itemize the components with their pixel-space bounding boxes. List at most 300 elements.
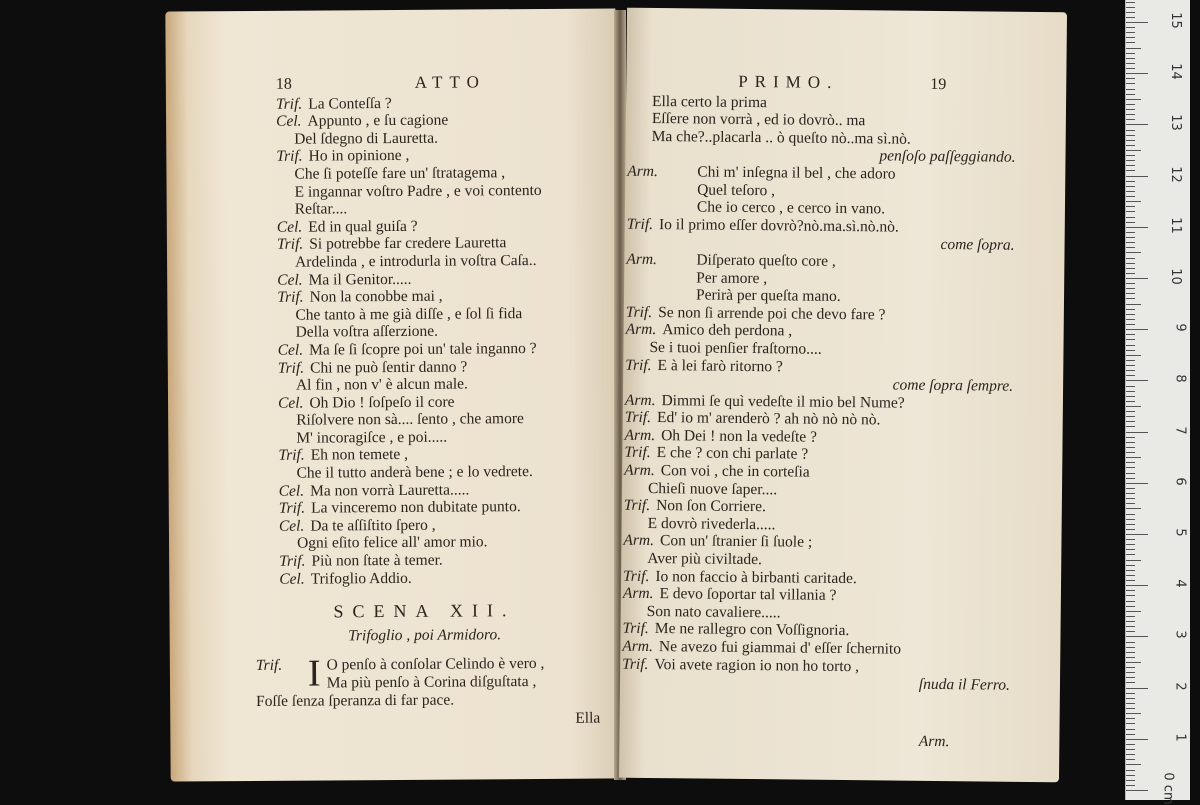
left-page-number: 18 (275, 75, 292, 93)
ruler-tick (1126, 723, 1135, 724)
ruler-tick (1126, 191, 1135, 192)
ruler-tick (1126, 391, 1135, 392)
ruler-tick (1126, 519, 1135, 520)
dialogue-text: E ingannar voſtro Padre , e voi contento (294, 181, 542, 201)
dialogue-text: Diſperato queſto core , (696, 251, 836, 270)
scene-speaker: Trif. (255, 657, 283, 675)
text-line (277, 269, 607, 289)
ruler-tick (1126, 529, 1135, 530)
ruler-tick (1126, 790, 1148, 791)
ruler-tick (1126, 749, 1135, 750)
stage-direction: come ſopra ſempre. (892, 376, 1014, 395)
speaker-label: Trif. (624, 444, 651, 462)
dialogue-text: Trifoglio Addio. (310, 569, 412, 588)
ruler-tick (1126, 708, 1135, 709)
speaker-label: Cel. (278, 482, 305, 500)
speaker-label: Trif. (276, 235, 304, 254)
dialogue-text: M' incoragiſce , e poi..... (296, 428, 448, 447)
speaker-label: Trif. (623, 567, 650, 585)
dialogue-text: Chieſi nuove ſaper.... (647, 479, 778, 498)
measurement-ruler (1125, 0, 1190, 805)
dialogue-text: Ho in opinione , (308, 147, 410, 165)
ruler-tick (1126, 324, 1135, 325)
ruler-tick (1126, 739, 1148, 740)
text-line (278, 357, 608, 377)
ruler-label: 9 (1172, 323, 1188, 332)
ruler-tick (1126, 329, 1148, 330)
ruler-tick (1126, 514, 1135, 515)
ruler-tick (1126, 560, 1141, 561)
speaker-label: Arm. (627, 162, 658, 181)
ruler-tick (1126, 181, 1135, 182)
dialogue-text: Ella certo la prima (651, 92, 768, 111)
ruler-tick (1126, 729, 1135, 730)
ruler-tick (1126, 534, 1148, 535)
ruler-tick (1126, 442, 1135, 443)
text-line (277, 251, 607, 271)
ruler-tick (1126, 339, 1135, 340)
open-book (168, 10, 1068, 780)
ruler-tick (1126, 657, 1135, 658)
ruler-tick (1126, 68, 1135, 69)
ruler-tick (1126, 247, 1135, 248)
dialogue-text: Ma che?..placarla .. ò queſto nò..ma sì.nò. (651, 127, 911, 148)
ruler-tick (1126, 145, 1135, 146)
scene-opening (255, 652, 610, 710)
ruler-tick (1126, 32, 1135, 33)
ruler-tick (1126, 421, 1135, 422)
ruler-tick (1126, 186, 1135, 187)
text-line (276, 146, 606, 166)
dialogue-text: Ne avezo fui giammai d' eſſer ſchernito (658, 638, 902, 658)
dialogue-text: Con voi , che in corteſia (660, 462, 810, 481)
ruler-tick (1126, 165, 1135, 166)
ruler-tick (1126, 698, 1135, 699)
text-line (278, 375, 608, 395)
ruler-tick (1126, 770, 1135, 771)
right-page-number: 19 (930, 75, 947, 94)
ruler-tick (1126, 365, 1135, 366)
ruler-tick (1126, 104, 1135, 105)
ruler-tick (1126, 662, 1141, 663)
text-line (278, 427, 608, 447)
dialogue-text: E dovrò rivederla..... (647, 514, 776, 534)
dialogue-text: Aver più civiltade. (647, 549, 763, 569)
ruler-tick (1126, 37, 1135, 38)
ruler-tick (1126, 585, 1148, 586)
drop-cap: I (307, 652, 321, 696)
text-line (278, 445, 608, 465)
ruler-tick (1126, 447, 1135, 448)
speaker-label: Cel. (277, 394, 304, 412)
scene-line: O penſo à conſolar Celindo è vero , (326, 655, 545, 674)
ruler-tick (1126, 176, 1148, 177)
dialogue-text: Reſtar.... (294, 200, 348, 218)
text-line (279, 551, 609, 571)
ruler-tick (1126, 201, 1141, 202)
ruler-tick (1126, 130, 1135, 131)
speaker-label: Cel. (277, 341, 304, 359)
ruler-label: 0 cm (1160, 772, 1176, 805)
dialogue-text: Voi avete ragion io non ho torto , (654, 655, 860, 675)
ruler-label: 2 (1172, 681, 1188, 691)
dialogue-text: Ed' io m' arenderò ? ah nò nò nò nò. (656, 409, 881, 429)
ruler-tick (1126, 252, 1141, 253)
speaker-label: Cel. (276, 218, 303, 236)
dialogue-text: Son nato cavaliere..... (646, 602, 781, 622)
dialogue-text: Se i tuoi penſier fraſtorno.... (649, 338, 822, 358)
ruler-label: 4 (1172, 579, 1188, 588)
dialogue-text: Dimmi ſe quì vedeſte il mio bel Nume? (661, 391, 905, 412)
text-line (278, 392, 608, 412)
dialogue-text: Oh Dei ! non la vedeſte ? (661, 426, 818, 446)
ruler-tick (1126, 636, 1148, 637)
dialogue-text: Più non ſtate à temer. (311, 551, 443, 570)
ruler-tick (1126, 677, 1135, 678)
ruler-tick (1126, 647, 1135, 648)
ruler-tick (1126, 288, 1135, 289)
ruler-tick (1126, 155, 1135, 156)
ruler-tick (1126, 580, 1135, 581)
ruler-tick (1126, 524, 1135, 525)
text-line (279, 533, 609, 553)
dialogue-text: Che ſi poteſſe fare un' ſtratagema , (294, 164, 506, 183)
ruler-tick (1126, 416, 1135, 417)
scene-line: Foſſe ſenza ſperanza di far pace. (256, 691, 455, 710)
ruler-tick (1126, 268, 1135, 269)
dialogue-text: Ma il Genitor..... (308, 270, 412, 289)
speaker-label: Trif. (277, 359, 305, 377)
scene-line: Ma più penſo à Corina diſguſtata , (326, 673, 537, 692)
speaker-label: Trif. (278, 447, 305, 465)
ruler-tick (1126, 411, 1135, 412)
speaker-label: Cel. (276, 112, 302, 130)
speaker-label: Trif. (626, 215, 654, 233)
ruler-tick (1126, 508, 1141, 509)
dialogue-text: Se non ſi arrende poi che devo fare ? (658, 303, 886, 324)
ruler-tick (1126, 467, 1135, 468)
ruler-tick (1126, 406, 1141, 407)
ruler-tick (1126, 426, 1135, 427)
ruler-tick (1126, 462, 1135, 463)
right-catchword: Arm. (918, 733, 950, 751)
dialogue-text: Del ſdegno di Lauretta. (294, 129, 439, 148)
ruler-tick (1126, 759, 1135, 760)
dialogue-text: Che io cerco , e cerco in vano. (696, 198, 886, 218)
ruler-tick (1126, 718, 1135, 719)
text-line (277, 181, 607, 201)
dialogue-text: E à lei farò ritorno ? (657, 356, 783, 375)
speaker-label: Arm. (625, 321, 657, 339)
ruler-tick (1126, 160, 1135, 161)
ruler-tick (1126, 652, 1135, 653)
scene-subtitle: Trifoglio , poi Armidoro. (348, 626, 502, 645)
dialogue-text: Che il tutto anderà bene ; e lo vedrete. (296, 463, 533, 482)
right-page-header (628, 72, 1056, 95)
dialogue-text: Della voſtra aſſerzione. (295, 322, 439, 341)
ruler-label: 3 (1172, 630, 1188, 640)
ruler-tick (1126, 350, 1135, 351)
ruler-tick (1126, 713, 1141, 714)
ruler-tick (1126, 754, 1135, 755)
ruler-tick (1126, 457, 1141, 458)
speaker-label: Trif. (625, 303, 653, 321)
ruler-tick (1126, 360, 1135, 361)
ruler-label: 10 (1168, 268, 1184, 285)
ruler-tick (1126, 780, 1135, 781)
dialogue-text: La vinceremo non dubitate punto. (311, 498, 521, 517)
speaker-label: Arm. (624, 461, 655, 480)
speaker-label: Cel. (277, 271, 303, 289)
speaker-label: Arm. (622, 637, 654, 656)
ruler-label: 12 (1168, 165, 1184, 183)
ruler-tick (1126, 744, 1135, 745)
text-line (277, 234, 607, 254)
ruler-tick (1126, 590, 1135, 591)
ruler-tick (1126, 119, 1135, 120)
ruler-tick (1126, 375, 1135, 376)
ruler-tick (1126, 380, 1148, 381)
ruler-label: 5 (1172, 528, 1188, 537)
ruler-tick (1126, 682, 1135, 683)
dialogue-text: Io il primo eſſer dovrò?nò.ma.sì.nò.nò. (658, 215, 899, 236)
ruler-tick (1126, 667, 1135, 668)
speaker-label: Trif. (625, 356, 652, 374)
text-line (279, 480, 609, 500)
dialogue-text: Quel teſoro , (697, 181, 776, 199)
ruler-tick (1126, 334, 1135, 335)
text-line (277, 216, 607, 236)
ruler-tick (1126, 27, 1135, 28)
dialogue-text: E devo ſoportar tal villania ? (659, 585, 837, 605)
text-line (276, 93, 606, 113)
stage-direction: come ſopra. (940, 236, 1015, 255)
speaker-label: Trif. (278, 499, 306, 518)
ruler-tick (1126, 565, 1135, 566)
ruler-tick (1126, 309, 1135, 310)
text-line (277, 199, 607, 219)
speaker-label: Arm. (623, 532, 655, 550)
text-line (277, 304, 607, 324)
ruler-tick (1126, 89, 1135, 90)
dialogue-text: Da te aſſiſtito ſpero , (310, 516, 436, 535)
text-line (276, 111, 606, 131)
ruler-tick (1126, 601, 1135, 602)
ruler-tick (1126, 688, 1148, 689)
ruler-tick (1126, 227, 1148, 228)
ruler-tick (1126, 2, 1135, 3)
ruler-tick (1126, 606, 1135, 607)
dialogue-text: Appunto , e ſu cagione (307, 111, 449, 130)
ruler-tick (1126, 298, 1135, 299)
ruler-label: 8 (1172, 374, 1188, 384)
ruler-label: 1 (1172, 733, 1188, 742)
dialogue-text: Perirà per queſta mano. (695, 286, 841, 306)
ruler-label: 13 (1168, 114, 1184, 132)
ruler-tick (1126, 355, 1141, 356)
speaker-label: Trif. (623, 496, 651, 515)
dialogue-text: Oh Dio ! ſoſpeſo il core (309, 393, 455, 412)
ruler-tick (1126, 575, 1135, 576)
speaker-label: Trif. (624, 408, 652, 427)
ruler-tick (1126, 170, 1135, 171)
ruler-tick (1126, 78, 1135, 79)
ruler-tick (1126, 631, 1135, 632)
ruler-tick (1126, 196, 1135, 197)
ruler-label: 14 (1168, 63, 1184, 80)
left-running-head: ATTO (414, 72, 486, 92)
speaker-label: Trif. (275, 95, 303, 113)
ruler-tick (1126, 703, 1135, 704)
ruler-tick (1126, 616, 1135, 617)
ruler-tick (1126, 544, 1135, 545)
ruler-tick (1126, 63, 1135, 64)
dialogue-text: Amico deh perdona , (662, 321, 793, 340)
speaker-label: Cel. (279, 570, 305, 588)
dialogue-text: Riſolvere non sà.... ſento , che amore (296, 410, 524, 429)
ruler-tick (1126, 785, 1135, 786)
speaker-label: Trif. (277, 288, 304, 306)
speaker-label: Trif. (276, 148, 303, 166)
speaker-label: Trif. (622, 655, 649, 673)
ruler-tick (1126, 764, 1141, 765)
dialogue-text: Chi ne può ſentir danno ? (310, 357, 468, 377)
ruler-tick (1126, 12, 1135, 13)
dialogue-text: Ma ſe ſi ſcopre poi un' tale inganno ? (309, 339, 537, 359)
ruler-tick (1126, 621, 1135, 622)
ruler-label: 11 (1168, 217, 1184, 234)
ruler-tick (1126, 437, 1135, 438)
ruler-tick (1126, 503, 1135, 504)
speaker-label: Cel. (278, 517, 305, 535)
dialogue-text: Ma non vorrà Lauretta..... (310, 481, 470, 500)
ruler-tick (1126, 206, 1135, 207)
ruler-tick (1126, 53, 1135, 54)
ruler-tick (1126, 642, 1135, 643)
ruler-tick (1126, 109, 1135, 110)
ruler-tick (1126, 22, 1148, 23)
ruler-tick (1126, 124, 1148, 125)
left-page-header (276, 73, 606, 94)
text-line (278, 410, 608, 430)
dialogue-text: Si potrebbe far credere Lauretta (309, 234, 507, 253)
ruler-tick (1126, 135, 1135, 136)
text-line (278, 339, 608, 359)
dialogue-text: Non la conobbe mai , (309, 287, 443, 306)
ruler-tick (1126, 570, 1135, 571)
dialogue-text: Con un' ſtranier ſi ſuole ; (659, 532, 813, 552)
dialogue-text: Chi m' inſegna il bel , che adoro (697, 163, 896, 183)
dialogue-text: Al fin , non v' è alcun male. (295, 375, 468, 394)
speaker-label: Arm. (622, 584, 654, 603)
text-line (278, 322, 608, 342)
text-line (277, 287, 607, 307)
stage-direction: ſnuda il Ferro. (918, 675, 1011, 694)
dialogue-text: Eh non temete , (310, 446, 409, 465)
dialogue-text: Per amore , (696, 268, 768, 287)
ruler-tick (1126, 319, 1135, 320)
ruler-tick (1126, 99, 1141, 100)
text-line (278, 463, 608, 483)
ruler-tick (1126, 314, 1135, 315)
ruler-tick (1126, 232, 1135, 233)
ruler-tick (1126, 345, 1135, 346)
text-line (279, 568, 609, 588)
ruler-tick (1126, 273, 1135, 274)
ruler-tick (1126, 58, 1135, 59)
ruler-tick (1126, 83, 1135, 84)
text-line (276, 128, 606, 148)
speaker-label: Arm. (626, 250, 658, 268)
ruler-tick (1126, 150, 1141, 151)
ruler-tick (1126, 263, 1135, 264)
ruler-tick (1126, 293, 1135, 294)
ruler-tick (1126, 401, 1135, 402)
dialogue-text: Ardelinda , e introdurla in voſtra Caſa.. (295, 251, 537, 271)
ruler-tick (1126, 278, 1148, 279)
ruler-tick (1126, 488, 1135, 489)
dialogue-text: Non ſon Corriere. (656, 497, 766, 516)
text-line (279, 498, 609, 518)
ruler-tick (1126, 672, 1135, 673)
dialogue-text: Che tanto à me già diſſe , e ſol ſi fida (295, 304, 523, 324)
speaker-label: Arm. (624, 391, 656, 409)
speaker-label: Arm. (624, 426, 656, 444)
ruler-tick (1126, 17, 1135, 18)
ruler-tick (1126, 114, 1135, 115)
ruler-tick (1126, 94, 1135, 95)
scene-title: SCENA XII. (333, 600, 516, 622)
ruler-tick (1126, 304, 1141, 305)
ruler-tick (1126, 48, 1141, 49)
ruler-tick (1126, 478, 1135, 479)
ruler-tick (1126, 7, 1135, 8)
dialogue-text: E che ? con chi parlate ? (656, 444, 809, 464)
speaker-label: Trif. (279, 552, 306, 570)
speaker-label: Trif. (622, 620, 649, 638)
ruler-label: 15 (1168, 12, 1184, 29)
ruler-tick (1126, 42, 1135, 43)
dialogue-text: Eſſere non vorrà , ed io dovrò.. ma (651, 110, 866, 130)
ruler-tick (1126, 611, 1141, 612)
stage-direction: penſoſo paſſeggiando. (879, 147, 1016, 167)
ruler-tick (1126, 217, 1135, 218)
right-running-head: PRIMO. (738, 71, 839, 92)
ruler-tick (1126, 554, 1135, 555)
ruler-tick (1126, 626, 1135, 627)
text-line (276, 163, 606, 183)
ruler-tick (1126, 498, 1135, 499)
ruler-tick (1126, 473, 1135, 474)
ruler-tick (1126, 211, 1135, 212)
dialogue-text: Me ne rallegro con Voſſignoria. (654, 620, 850, 640)
text-line (279, 515, 609, 535)
ruler-tick (1126, 493, 1135, 494)
dialogue-text: La Conteſſa ? (308, 94, 392, 113)
ruler-tick (1126, 222, 1135, 223)
ruler-tick (1126, 693, 1135, 694)
ruler-tick (1126, 140, 1135, 141)
ruler-tick (1126, 432, 1148, 433)
ruler-tick (1126, 483, 1148, 484)
ruler-tick (1126, 595, 1135, 596)
right-page (619, 8, 1067, 783)
ruler-tick (1126, 734, 1135, 735)
left-catchword: Ella (575, 709, 601, 727)
ruler-tick (1126, 73, 1148, 74)
ruler-tick (1126, 370, 1135, 371)
dialogue-text: Io non faccio à birbanti caritade. (655, 567, 857, 587)
